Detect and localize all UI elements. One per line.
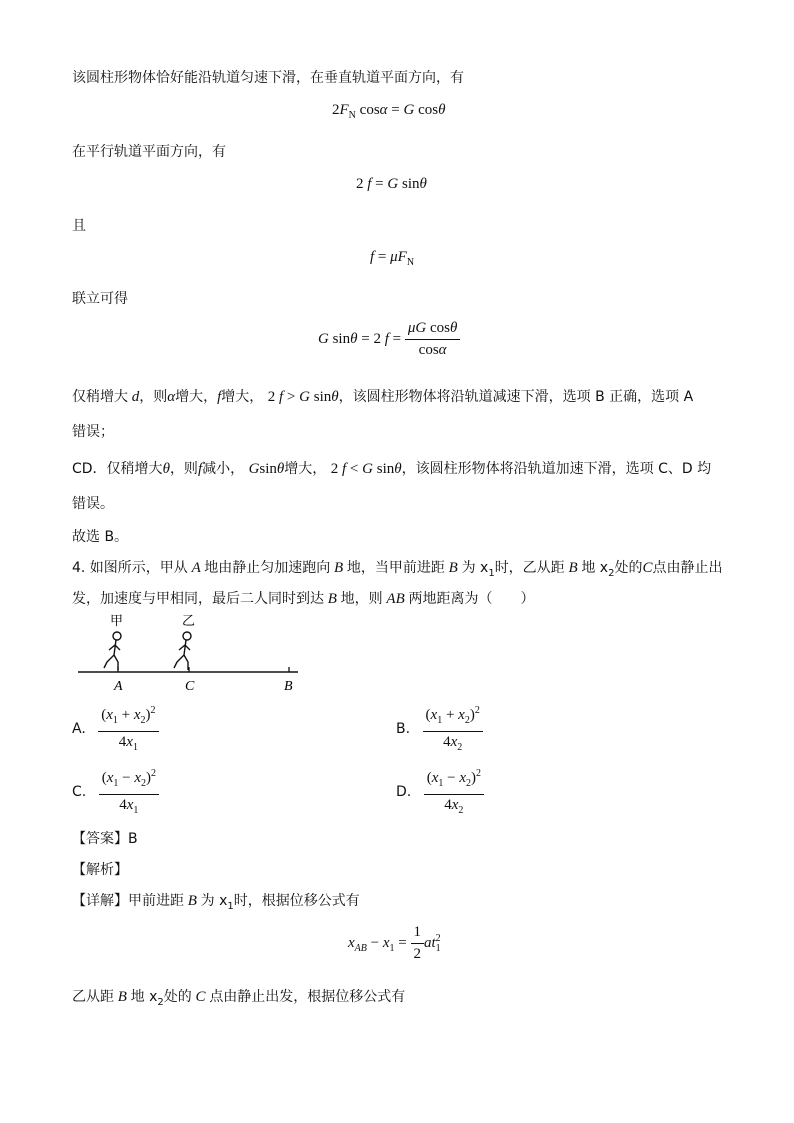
option-B[interactable]: B. $\frac{(x_1 + x_2)^2}{4x_2}$ bbox=[396, 702, 483, 756]
text-line-9: 故选 B。 bbox=[72, 529, 129, 545]
text-line-4: 联立可得 bbox=[72, 291, 128, 307]
label-jia: 甲 bbox=[110, 614, 124, 629]
text-line-2: 在平行轨道平面方向，有 bbox=[72, 144, 226, 160]
equation-combined: G sinθ = 2 f = $\frac{\text{μG cosθ}}{\cos\alpha}$ bbox=[318, 320, 460, 359]
option-C[interactable]: C. $\frac{(x_1 - x_2)^2}{4x_1}$ bbox=[72, 765, 159, 819]
label-C: C bbox=[185, 679, 195, 694]
label-B: B bbox=[284, 679, 293, 694]
text-line-5: 仅稍增大 d，则α增大，f增大， 2 f > G sinθ，该圆柱形物体将沿轨道减速下滑，选项 B 正确，选项 A bbox=[72, 389, 694, 405]
text-line-8: 错误。 bbox=[72, 496, 114, 512]
answer-line: 【答案】B bbox=[72, 831, 138, 847]
text-line-6: 错误； bbox=[72, 424, 114, 440]
runner-yi-icon bbox=[174, 632, 191, 670]
equation-friction-definition: $f = \mu F_N$ bbox=[370, 249, 415, 268]
text-line-7: CD．仅稍增大θ，则f减小， Gsinθ增大， 2 f < G sinθ，该圆柱形物体将沿轨道加速下滑，选项 C、D 均 bbox=[72, 461, 712, 477]
label-yi: 乙 bbox=[182, 614, 196, 629]
runners-figure bbox=[70, 612, 310, 698]
question-4-line-2: 发，加速度与甲相同，最后二人同时到达 B 地，则 AB 两地距离为（ ） bbox=[72, 591, 535, 607]
equation-displacement-jia: $x_{AB} - x_1$ = $\frac{1}{2}$ $at_1^2$ bbox=[348, 924, 441, 962]
detail-line: 【详解】甲前进距 B 为 $x_1$时，根据位移公式有 bbox=[72, 893, 360, 912]
option-A[interactable]: A. $\frac{(x_1 + x_2)^2}{4x_1}$ bbox=[72, 702, 159, 756]
runner-jia-icon bbox=[104, 632, 121, 670]
question-4-line-1: 4. 如图所示，甲从 A 地由静止匀加速跑向 B 地，当甲前进距 B 为 $x_1$时，乙从距 B 地 $x_2$处的C点由静止出 bbox=[72, 560, 723, 579]
label-A: A bbox=[114, 679, 123, 694]
text-line-1: 该圆柱形物体恰好能沿轨道匀速下滑，在垂直轨道平面方向，有 bbox=[72, 70, 464, 86]
equation-friction-balance: 2 f = G sinθ bbox=[356, 176, 427, 192]
text-line-3: 且 bbox=[72, 218, 86, 234]
option-D[interactable]: D. $\frac{(x_1 - x_2)^2}{4x_2}$ bbox=[396, 765, 484, 819]
equation-normal-force: $2F_N$ cosα = G cosθ bbox=[332, 102, 446, 121]
analysis-heading: 【解析】 bbox=[72, 862, 128, 878]
last-line: 乙从距 B 地 $x_2$处的 C 点由静止出发，根据位移公式有 bbox=[72, 989, 406, 1008]
